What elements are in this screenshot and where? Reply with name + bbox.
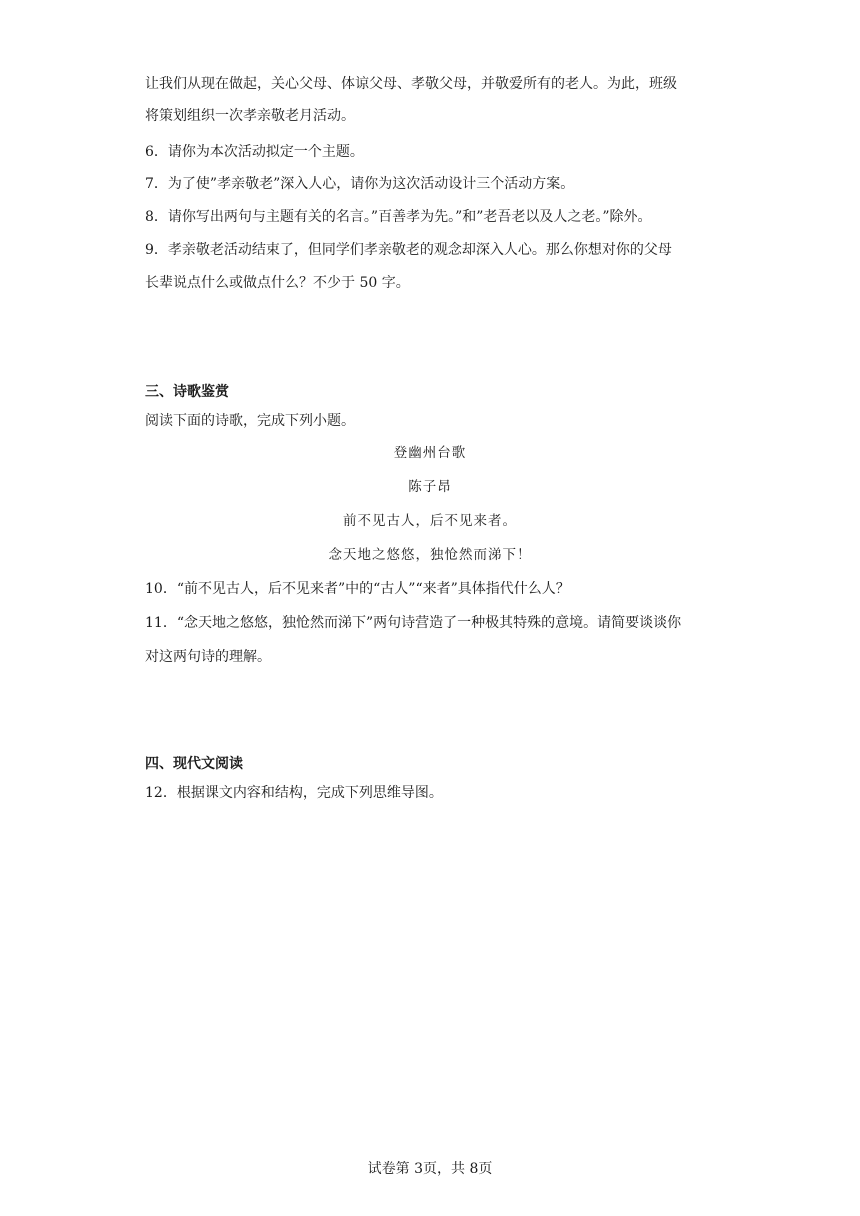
question-9-line-2: 长辈说点什么或做点什么？不少于 50 字。 <box>145 275 410 291</box>
page-footer: 试卷第 3页，共 8页 <box>367 1161 493 1177</box>
question-10: 10．“前不见古人，后不见来者”中的“古人”“来者”具体指代什么人？ <box>145 581 570 597</box>
question-9-line-1: 9．孝亲敬老活动结束了，但同学们孝亲敬老的观念却深入人心。那么你想对你的父母 <box>145 242 672 258</box>
question-12: 12．根据课文内容和结构，完成下列思维导图。 <box>145 785 443 801</box>
section-3-heading: 三、诗歌鉴赏 <box>145 384 229 400</box>
poem-line-1: 前不见古人，后不见来者。 <box>343 513 517 529</box>
question-7: 7．为了使”孝亲敬老”深入人心，请你为这次活动设计三个活动方案。 <box>145 176 575 192</box>
question-8: 8．请你写出两句与主题有关的名言。”百善孝为先。”和”老吾老以及人之老。”除外。 <box>145 209 652 225</box>
intro-line-1: 让我们从现在做起，关心父母、体谅父母、孝敬父母，并敬爱所有的老人。为此，班级 <box>145 76 677 92</box>
question-11-line-1: 11．“念天地之悠悠，独怆然而涕下”两句诗营造了一种极其特殊的意境。请简要谈谈你 <box>145 615 682 631</box>
question-11-line-2: 对这两句诗的理解。 <box>145 649 271 665</box>
poem-line-2: 念天地之悠悠，独怆然而涕下！ <box>328 547 532 563</box>
question-6: 6．请你为本次活动拟定一个主题。 <box>145 144 364 160</box>
section-3-instruction: 阅读下面的诗歌，完成下列小题。 <box>145 413 355 429</box>
section-4-heading: 四、现代文阅读 <box>145 756 243 772</box>
poem-title: 登幽州台歌 <box>393 445 467 461</box>
poem-author: 陈子昂 <box>408 479 452 495</box>
intro-line-2: 将策划组织一次孝亲敬老月活动。 <box>145 108 355 124</box>
